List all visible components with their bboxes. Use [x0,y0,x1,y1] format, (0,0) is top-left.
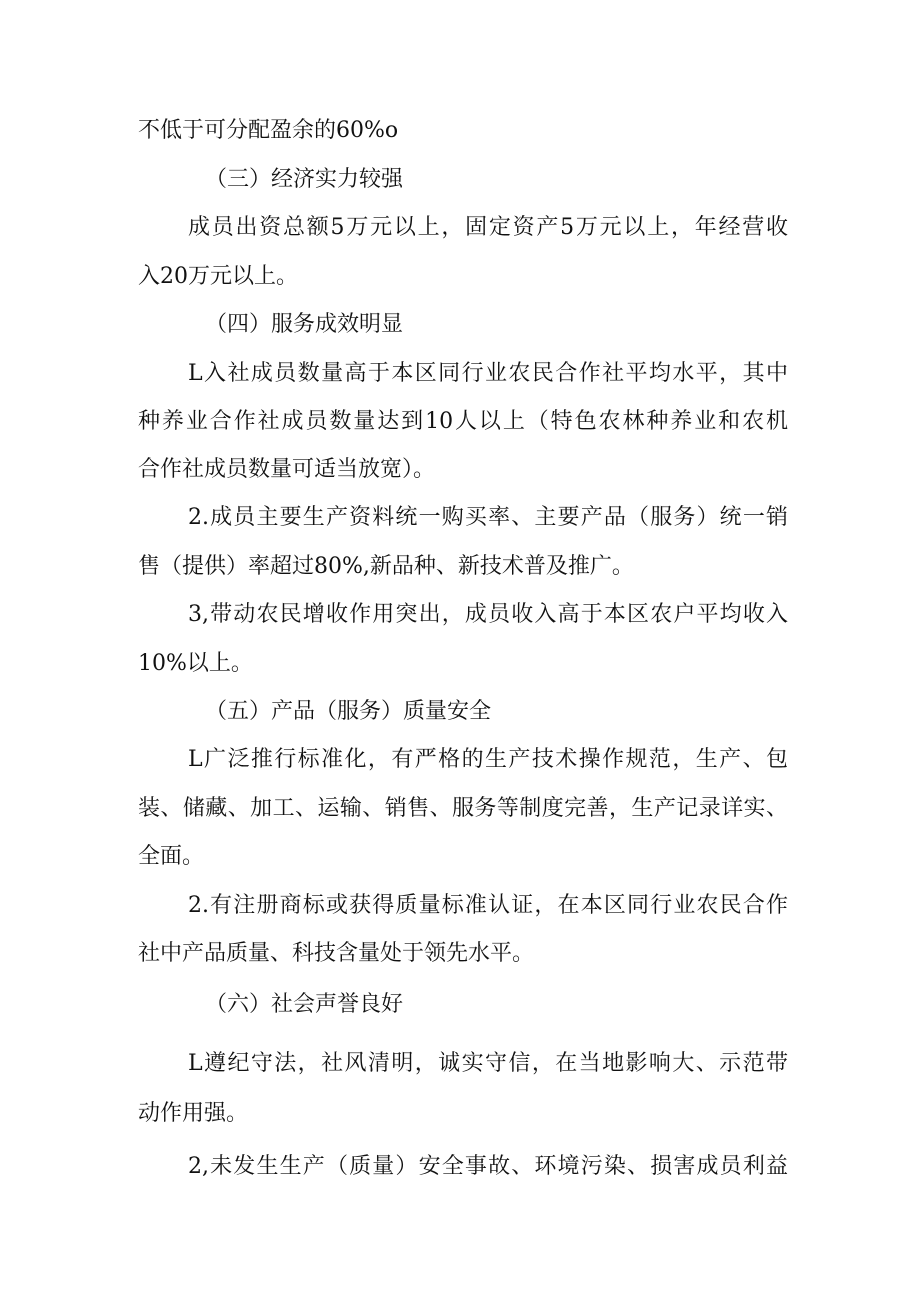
text-line: 成员出资总额5万元以上，固定资产5万元以上，年经营收 [188,215,788,240]
text-line: 不低于可分配盈余的60%o [138,118,399,143]
text-line: 2,未发生生产（质量）安全事故、环境污染、损害成员利益 [188,1154,788,1179]
text-line: L入社成员数量高于本区同行业农民合作社平均水平，其中 [188,361,788,386]
section-heading: （三）经济实力较强 [205,167,404,192]
text-line: 3,带动农民增收作用突出，成员收入高于本区农户平均收入 [188,602,788,627]
text-line: L遵纪守法，社风清明，诚实守信，在当地影响大、示范带 [188,1051,788,1076]
text-line: L广泛推行标准化，有严格的生产技术操作规范，生产、包 [188,747,788,772]
text-line: 全面。 [138,844,205,869]
section-heading: （五）产品（服务）质量安全 [205,699,492,724]
text-line: 种养业合作社成员数量达到10人以上（特色农林种养业和农机 [138,409,788,434]
text-line: 售（提供）率超过80%,新品种、新技术普及推广。 [138,554,634,579]
text-line: 2.成员主要生产资料统一购买率、主要产品（服务）统一销 [188,505,788,530]
section-heading: （四）服务成效明显 [205,312,404,337]
text-line: 10%以上。 [138,651,253,676]
text-line: 入20万元以上。 [138,264,298,289]
text-line: 2.有注册商标或获得质量标准认证，在本区同行业农民合作 [188,893,788,918]
text-line: 合作社成员数量可适当放宽）。 [138,457,436,482]
text-line: 装、储藏、加工、运输、销售、服务等制度完善，生产记录详实、 [138,796,788,821]
text-line: 动作用强。 [138,1101,249,1126]
section-heading: （六）社会声誉良好 [205,992,404,1017]
text-line: 社中产品质量、科技含量处于领先水平。 [138,941,535,966]
